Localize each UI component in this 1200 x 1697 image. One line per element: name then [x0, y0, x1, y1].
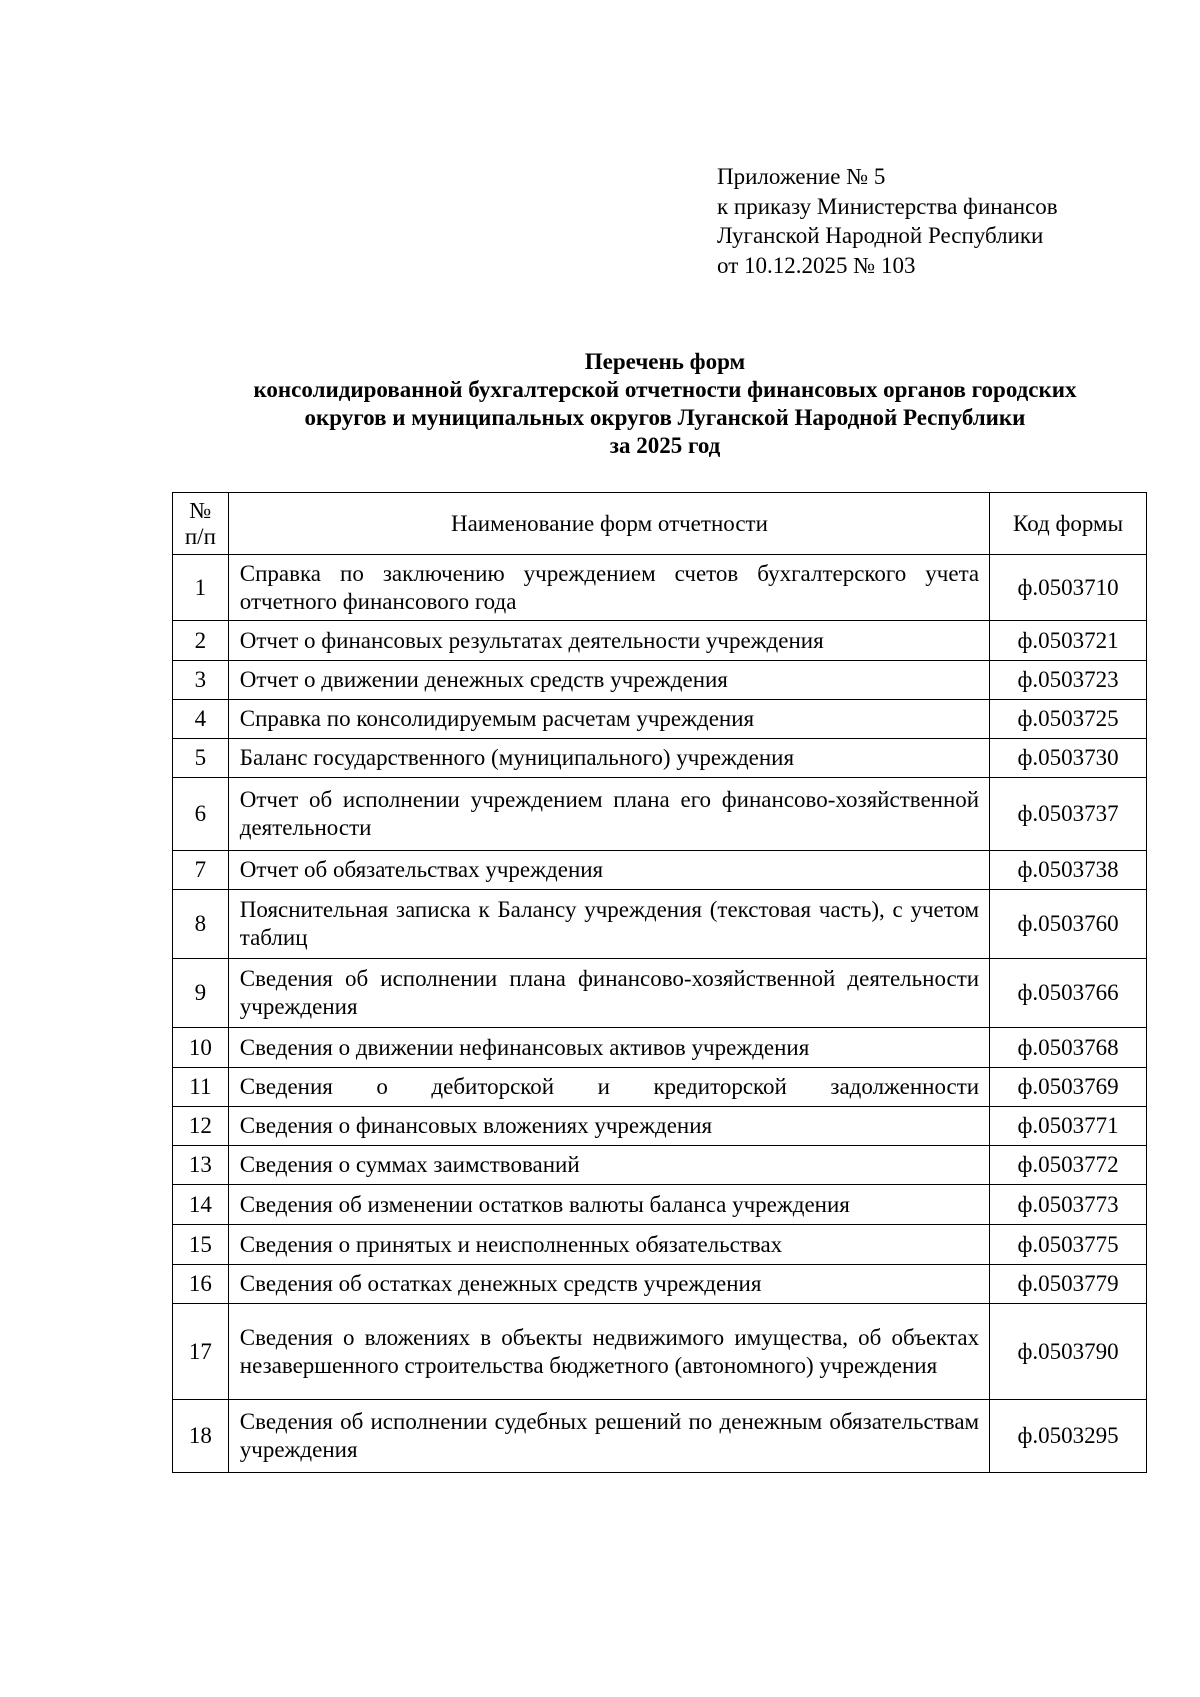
table-row [173, 621, 1147, 661]
table-row [173, 661, 1147, 700]
row-form-name: Сведения о принятых и неисполненных обязательствах [239, 1231, 783, 1257]
annex-republic: Луганской Народной Республики [717, 223, 1044, 248]
row-form-name-cell [228, 1400, 989, 1473]
row-number: 7 [173, 851, 229, 890]
row-number: 4 [173, 700, 229, 739]
table-row [173, 1068, 1147, 1107]
annex-order-ref: к приказу Министерства финансов [717, 193, 1058, 219]
row-form-name-cell [228, 739, 989, 778]
row-form-name: Сведения об изменении остатков валюты баланса учреждения [239, 1191, 850, 1217]
table-row [173, 890, 1147, 959]
row-form-name-cell [228, 778, 989, 851]
row-form-code: ф.0503768 [990, 1028, 1147, 1068]
row-form-name-cell [228, 621, 989, 661]
row-form-name-cell [228, 890, 989, 959]
row-number: 16 [173, 1265, 229, 1304]
row-form-code: ф.0503710 [990, 555, 1147, 621]
row-form-code: ф.0503723 [990, 661, 1147, 700]
row-number: 8 [173, 890, 229, 959]
row-form-name: Отчет об исполнении учреждением плана его финансово-хозяйственной деятельности [239, 787, 980, 840]
row-number: 3 [173, 661, 229, 700]
row-form-name-cell [228, 1304, 989, 1400]
row-form-name: Сведения об исполнении судебных решений по денежным обязательствам учреждения [239, 1409, 980, 1462]
header-number [173, 493, 229, 555]
row-form-name-cell [228, 1107, 989, 1146]
row-number: 6 [173, 778, 229, 851]
table-row [173, 1107, 1147, 1146]
row-form-name: Сведения об остатках денежных средств учреждения [239, 1271, 762, 1296]
row-form-name: Отчет об обязательствах учреждения [239, 857, 604, 882]
table-row [173, 778, 1147, 851]
table-row [173, 1028, 1147, 1068]
row-form-code: ф.0503769 [990, 1068, 1147, 1107]
table-row [173, 851, 1147, 890]
row-form-name-cell [228, 1028, 989, 1068]
table-row [173, 555, 1147, 621]
row-form-code: ф.0503772 [990, 1146, 1147, 1185]
row-form-name: Справка по заключению учреждением счетов бухгалтерского учета отчетного финансового года [239, 560, 980, 614]
row-form-code: ф.0503790 [990, 1304, 1147, 1400]
row-form-name: Сведения о суммах заимствований [239, 1152, 580, 1177]
row-form-code: ф.0503773 [990, 1185, 1147, 1225]
row-form-name-cell [228, 661, 989, 700]
row-form-code: ф.0503779 [990, 1265, 1147, 1304]
row-form-code: ф.0503295 [990, 1400, 1147, 1473]
title-line-4: за 2025 год [609, 433, 721, 458]
row-form-code: ф.0503771 [990, 1107, 1147, 1146]
row-number: 2 [173, 621, 229, 661]
annex-date: от 10.12.2025 № 103 [717, 252, 916, 278]
row-form-name: Сведения о финансовых вложениях учреждения [239, 1113, 713, 1138]
table-row [173, 959, 1147, 1028]
row-form-name: Отчет о движении денежных средств учреждения [239, 667, 728, 692]
table-row [173, 1146, 1147, 1185]
annex-number: Приложение № 5 [717, 164, 886, 189]
table-body [173, 555, 1147, 1473]
forms-table [172, 492, 1147, 1473]
table-row [173, 700, 1147, 739]
row-form-name-cell [228, 851, 989, 890]
row-form-code: ф.0503730 [990, 739, 1147, 778]
row-number: 11 [173, 1068, 229, 1107]
row-number: 5 [173, 739, 229, 778]
header-form-name: Наименование форм отчетности [228, 493, 989, 555]
row-form-code: ф.0503766 [990, 959, 1147, 1028]
row-form-name: Справка по консолидируемым расчетам учреждения [239, 706, 755, 731]
table-header-row [173, 493, 1147, 555]
row-number: 10 [173, 1028, 229, 1068]
row-form-name-cell [228, 1185, 989, 1225]
row-number: 18 [173, 1400, 229, 1473]
row-number: 15 [173, 1225, 229, 1265]
row-form-name-cell [228, 555, 989, 621]
table-row [173, 739, 1147, 778]
row-form-code: ф.0503721 [990, 621, 1147, 661]
row-form-name-cell [228, 1225, 989, 1265]
title-line-2: консолидированной бухгалтерской отчетности финансовых органов городских [253, 377, 1077, 402]
row-form-name-cell [228, 959, 989, 1028]
table-row [173, 1185, 1147, 1225]
row-form-code: ф.0503738 [990, 851, 1147, 890]
row-form-name: Пояснительная записка к Балансу учреждения (текстовая часть), с учетом таблиц [239, 897, 980, 950]
row-form-code: ф.0503760 [990, 890, 1147, 959]
header-form-code: Код формы [990, 493, 1147, 555]
row-form-code: ф.0503775 [990, 1225, 1147, 1265]
row-form-name: Сведения о дебиторской и кредиторской задолженности [239, 1074, 980, 1099]
row-form-name: Сведения о вложениях в объекты недвижимого имущества, об объектах незавершенного строительства бюджетного (автономного) учреждения [239, 1324, 980, 1378]
row-form-name: Отчет о финансовых результатах деятельности учреждения [239, 627, 824, 653]
row-form-name: Баланс государственного (муниципального) учреждения [239, 745, 795, 770]
row-form-code: ф.0503725 [990, 700, 1147, 739]
row-number: 17 [173, 1304, 229, 1400]
row-form-name-cell [228, 700, 989, 739]
row-form-name-cell [228, 1146, 989, 1185]
title-line-1: Перечень форм [584, 349, 746, 374]
document-title [120, 348, 1200, 460]
row-number: 1 [173, 555, 229, 621]
row-form-name-cell [228, 1265, 989, 1304]
row-form-code: ф.0503737 [990, 778, 1147, 851]
header-number-symbol: № [189, 497, 212, 523]
table-row [173, 1304, 1147, 1400]
row-number: 12 [173, 1107, 229, 1146]
row-form-name: Сведения о движении нефинансовых активов учреждения [239, 1034, 810, 1060]
row-number: 14 [173, 1185, 229, 1225]
row-form-name: Сведения об исполнении плана финансово-хозяйственной деятельности учреждения [239, 966, 980, 1019]
table-row [173, 1400, 1147, 1473]
header-number-pp: п/п [184, 523, 216, 549]
annex-header [717, 162, 1058, 280]
row-number: 13 [173, 1146, 229, 1185]
table-row [173, 1265, 1147, 1304]
row-number: 9 [173, 959, 229, 1028]
table-row [173, 1225, 1147, 1265]
title-line-3: округов и муниципальных округов Луганской Народной Республики [304, 405, 1026, 430]
row-form-name-cell [228, 1068, 989, 1107]
